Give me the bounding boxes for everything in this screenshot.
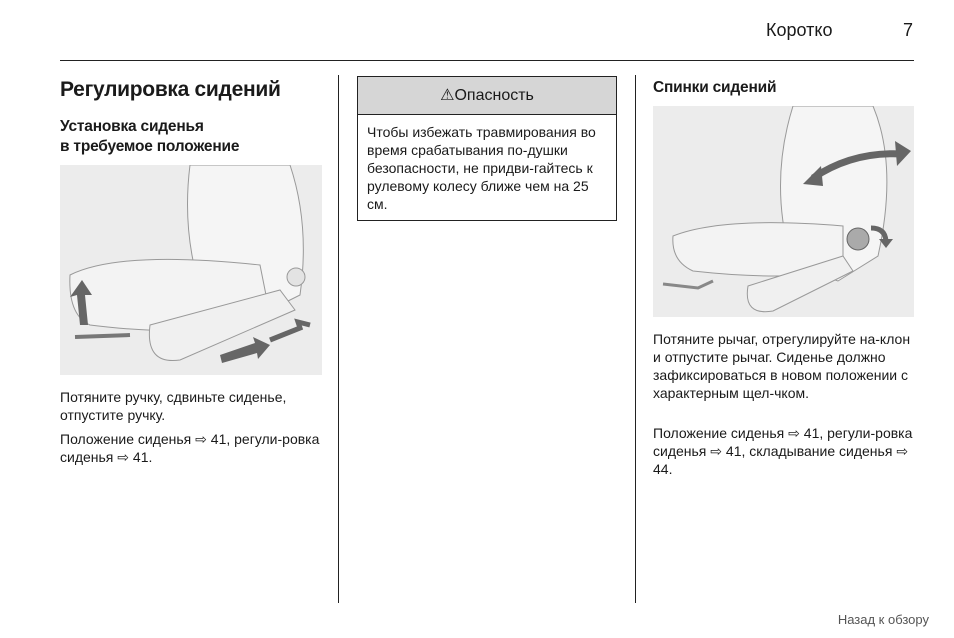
warning-header [358,77,616,115]
page-link[interactable]: 41 [132,449,149,465]
section-title: Коротко [766,20,833,40]
warning-triangle-icon: ⚠ [440,87,455,104]
seat-position-illustration [60,165,322,375]
warning-label: Опасность [454,87,534,104]
ref-arrow-icon: ⇨ [117,449,130,465]
ref-arrow-icon: ⇨ [788,425,800,441]
danger-warning-box [357,76,617,221]
header-divider [60,60,914,61]
page-link[interactable]: 44 [653,461,669,477]
reference-text: Положение сиденья ⇨ 41, регули-ровка сиденья ⇨ 41, складывание сиденья ⇨ 44. [653,425,913,477]
page-number: 7 [903,20,914,40]
page-link[interactable]: 41 [803,425,820,441]
back-to-overview-link[interactable]: Назад к обзору [837,612,929,627]
reference-text: Положение сиденья ⇨ 41, регули-ровка сиденья ⇨ 41. [60,431,320,465]
ref-arrow-icon: ⇨ [710,443,723,459]
ref-arrow-icon: ⇨ [896,443,909,459]
subheading-line: в требуемое положение [60,138,240,155]
subheading: Спинки сидений [653,79,777,96]
ref-arrow-icon: ⇨ [195,431,207,447]
subheading [60,117,239,157]
seatback-illustration [653,106,914,317]
instruction-text: Потяните ручку, сдвиньте сиденье, отпустите ручку. [60,389,287,423]
warning-text: Чтобы избежать травмирования во время срабатывания по-душки безопасности, не придви-гайтесь к рулевому колесу ближе чем на 25 см. [367,124,596,212]
page-link[interactable]: 41 [725,443,742,459]
instruction-text: Потяните рычаг, отрегулируйте на-клон и отпустите рычаг. Сиденье должно зафиксироваться в новом положении с характерным щел-чком. [653,331,911,401]
column-divider [635,75,636,603]
page-link[interactable]: 41 [210,431,227,447]
column-divider [338,75,339,603]
subheading-line: Установка сиденья [60,118,204,135]
page-heading: Регулировка сидений [60,78,281,101]
